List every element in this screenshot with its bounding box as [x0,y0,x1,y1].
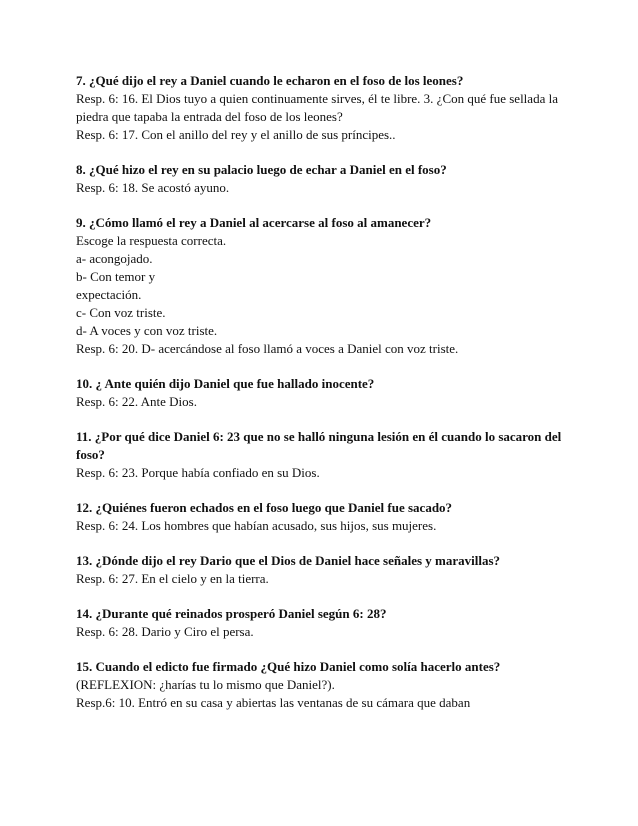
question-block-10 [76,375,576,411]
question-7: 7. ¿Qué dijo el rey a Daniel cuando le echaron en el foso de los leones? [76,73,464,88]
answer-line: Resp. 6: 17. Con el anillo del rey y el anillo de sus príncipes.. [76,127,396,142]
instruction-line: Escoge la respuesta correcta. [76,233,227,248]
document-page [76,72,576,729]
question-block-12 [76,499,576,535]
answer-line: Resp.6: 10. Entró en su casa y abiertas las ventanas de su cámara que daban [76,695,471,710]
answer-line: Resp. 6: 24. Los hombres que habían acusado, sus hijos, sus mujeres. [76,518,437,533]
question-8: 8. ¿Qué hizo el rey en su palacio luego de echar a Daniel en el foso? [76,162,447,177]
question-block-8 [76,161,576,197]
question-10: 10. ¿ Ante quién dijo Daniel que fue hallado inocente? [76,376,375,391]
question-12: 12. ¿Quiénes fueron echados en el foso luego que Daniel fue sacado? [76,500,453,515]
option-d: d- A voces y con voz triste. [76,323,218,338]
answer-line: Resp. 6: 28. Dario y Ciro el persa. [76,624,254,639]
option-b: b- Con temor y [76,269,156,284]
question-block-13 [76,552,576,588]
answer-line: Resp. 6: 22. Ante Dios. [76,394,197,409]
answer-line: Resp. 6: 23. Porque había confiado en su Dios. [76,465,320,480]
answer-line: Resp. 6: 20. D- acercándose al foso llamó a voces a Daniel con voz triste. [76,341,459,356]
question-block-15 [76,658,576,712]
question-14: 14. ¿Durante qué reinados prosperó Daniel según 6: 28? [76,606,387,621]
reflection-line: (REFLEXION: ¿harías tu lo mismo que Daniel?). [76,677,335,692]
question-9: 9. ¿Cómo llamó el rey a Daniel al acercarse al foso al amanecer? [76,215,432,230]
question-15: 15. Cuando el edicto fue firmado ¿Qué hizo Daniel como solía hacerlo antes? [76,659,501,674]
question-block-9 [76,214,576,358]
answer-line: Resp. 6: 27. En el cielo y en la tierra. [76,571,269,586]
option-b-continued: expectación. [76,287,142,302]
question-13: 13. ¿Dónde dijo el rey Dario que el Dios de Daniel hace señales y maravillas? [76,553,501,568]
question-block-11 [76,428,576,482]
option-a: a- acongojado. [76,251,153,266]
option-c: c- Con voz triste. [76,305,166,320]
answer-line: Resp. 6: 16. El Dios tuyo a quien continuamente sirves, él te libre. 3. ¿Con qué fue sellada la piedra que tapaba la entrada del foso de los leones? [76,91,558,124]
question-11: 11. ¿Por qué dice Daniel 6: 23 que no se halló ninguna lesión en él cuando lo sacaron del foso? [76,429,562,462]
answer-line: Resp. 6: 18. Se acostó ayuno. [76,180,230,195]
question-block-7 [76,72,576,144]
question-block-14 [76,605,576,641]
